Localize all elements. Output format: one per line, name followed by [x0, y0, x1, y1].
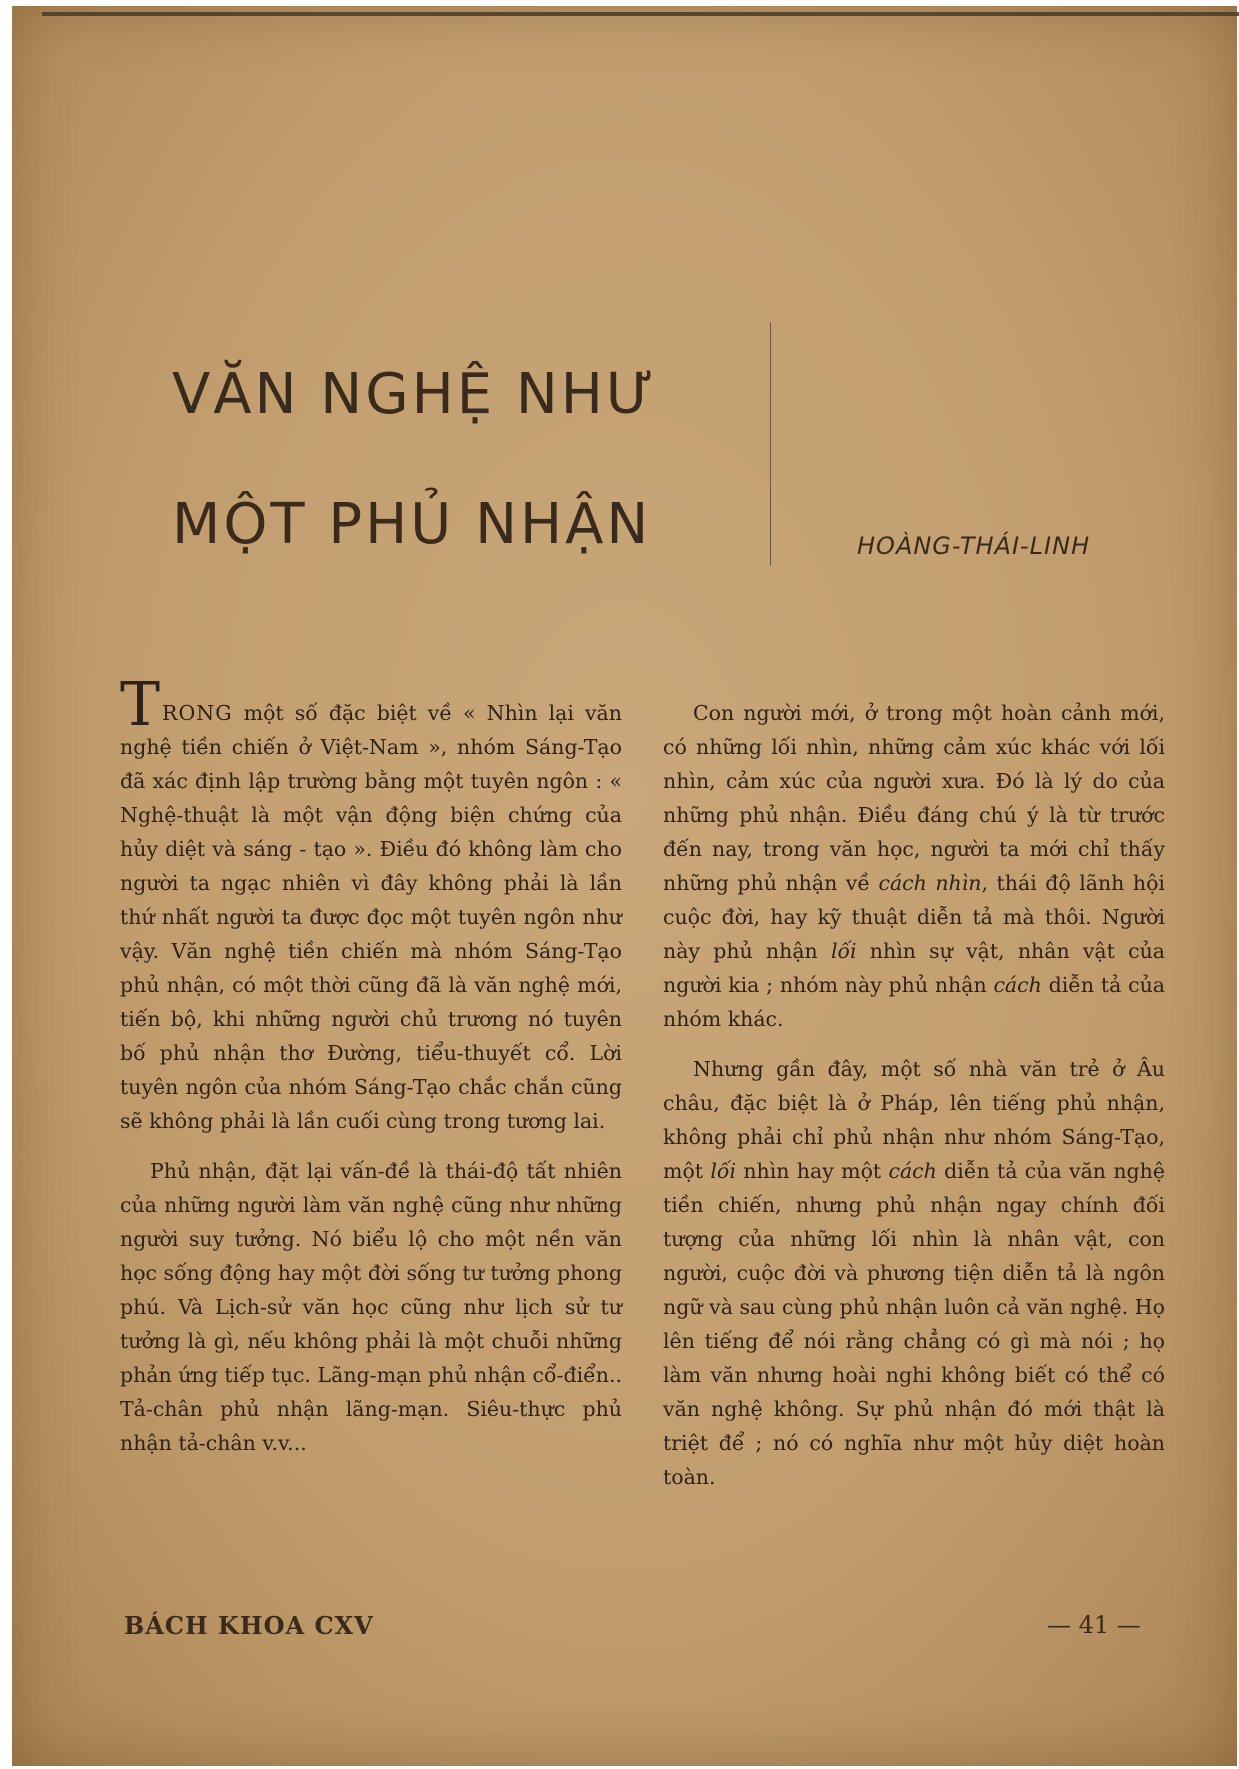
left-paragraph-2: Phủ nhận, đặt lại vấn-đề là thái-độ tất nhiên của những người làm văn nghệ cũng như những người suy tưởng. Nó biểu lộ cho một nền văn học sống động hay một đời sống tư tưởng phong phú. Và Lịch-sử văn học cũng như lịch sử tư tưởng là gì, nếu không phải là một chuỗi những phản ứng tiếp tục. Lãng-mạn phủ nhận cổ-điển.. Tả-chân phủ nhận lãng-mạn. Siêu-thực phủ nhận tả-chân v.v...: [120, 1159, 622, 1455]
right-paragraph-2: [663, 1052, 1165, 1494]
right-text-column: [663, 696, 1165, 1510]
left-paragraph-1-text: một số đặc biệt về « Nhìn lại văn nghệ tiền chiến ở Việt-Nam », nhóm Sáng-Tạo đã xác định lập trường bằng một tuyên ngôn : « Nghệ-thuật là một vận động biện chứng của hủy diệt và sáng - tạo ». Điều đó không làm cho người ta ngạc nhiên vì đây không phải là lần thứ nhất người ta được đọc một tuyên ngôn như vậy. Văn nghệ tiền chiến mà nhóm Sáng-Tạo phủ nhận, có một thời cũng đã là văn nghệ mới, tiến bộ, khi những người chủ trương nó tuyên bố phủ nhận thơ Đường, tiểu-thuyết cổ. Lời tuyên ngôn của nhóm Sáng-Tạo chắc chắn cũng sẽ không phải là lần cuối cùng trong tương lai.: [120, 701, 622, 1133]
right-p2-emphasis-2: cách: [888, 1159, 937, 1183]
right-p1-text-d: diễn tả của nhóm khác.: [663, 973, 1165, 1031]
right-p2-text-a: Nhưng gần đây, một số nhà văn trẻ ở Âu châu, đặc biệt là ở Pháp, lên tiếng phủ nhận, không phải chỉ phủ nhận như nhóm Sáng-Tạo, một: [663, 1057, 1165, 1183]
drop-cap: T: [120, 670, 161, 740]
opening-word: RONG: [162, 701, 233, 725]
article-title-line-2: MỘT PHỦ NHẬN: [172, 492, 652, 557]
right-paragraph-1: [663, 696, 1165, 1036]
page-number: — 41 —: [1047, 1611, 1141, 1639]
right-p1-emphasis-3: cách: [993, 973, 1042, 997]
right-p2-text-b: nhìn hay một: [736, 1159, 889, 1183]
right-p2-text-c: diễn tả của văn nghệ tiền chiến, nhưng phủ nhận ngay chính đối tượng của những lối nhìn là nhân vật, con người, cuộc đời và phương tiện diễn tả là ngôn ngữ và sau cùng phủ nhận luôn cả văn nghệ. Họ lên tiếng để nói rằng chẳng có gì mà nói ; họ làm văn nhưng hoài nghi không biết có thể có văn nghệ không. Sự phủ nhận đó mới thật là triệt để ; nó có nghĩa như một hủy diệt hoàn toàn.: [663, 1159, 1165, 1489]
right-p1-emphasis-2: lối: [830, 939, 857, 963]
page-top-edge: [42, 12, 1239, 16]
left-text-column: [120, 670, 622, 1476]
magazine-page: [12, 6, 1237, 1766]
right-p1-text-c: nhìn sự vật, nhân vật của người kia ; nhóm này phủ nhận: [663, 939, 1165, 997]
right-p2-emphasis-1: lối: [710, 1159, 736, 1183]
title-divider-rule: [770, 322, 771, 566]
article-author: HOÀNG-THÁI-LINH: [857, 532, 1091, 560]
article-title-line-1: VĂN NGHỆ NHƯ: [172, 362, 657, 427]
left-paragraph-1: [120, 670, 622, 1138]
publication-footer: BÁCH KHOA CXV: [124, 1611, 374, 1640]
right-p1-emphasis-1: cách nhìn: [878, 871, 982, 895]
right-p1-text-b: , thái độ lãnh hội cuộc đời, hay kỹ thuật diễn tả mà thôi. Người này phủ nhận: [663, 871, 1165, 963]
right-p1-text-a: Con người mới, ở trong một hoàn cảnh mới, có những lối nhìn, những cảm xúc khác với lối nhìn, cảm xúc của người xưa. Đó là lý do của những phủ nhận. Điều đáng chú ý là từ trước đến nay, trong văn học, người ta mới chỉ thấy những phủ nhận về: [663, 701, 1165, 895]
